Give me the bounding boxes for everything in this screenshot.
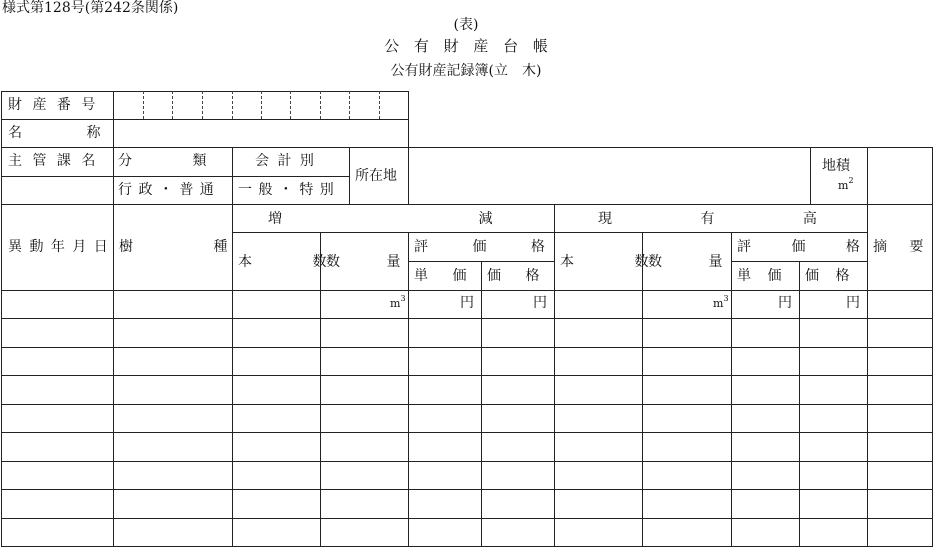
inc-price-label: 価 格 xyxy=(487,268,540,284)
dept-label: 主 管 課 名 xyxy=(8,153,96,169)
cur-price-yen: 円 xyxy=(846,295,860,311)
inc-count-label: 本 数 xyxy=(238,254,327,270)
increase-decrease-label: 増 減 xyxy=(268,211,493,227)
inc-quantity-label: 数 量 xyxy=(326,254,401,270)
classification-label: 分 類 xyxy=(118,153,207,169)
land-area-label: 地積 xyxy=(822,158,850,174)
change-date-label: 異 動 年 月 日 xyxy=(8,239,108,255)
cur-quantity-label: 数 量 xyxy=(648,254,723,270)
form-number: 様式第128号(第242条関係) xyxy=(2,0,179,16)
account-label: 会 計 別 xyxy=(255,153,314,169)
inc-price-yen: 円 xyxy=(533,295,547,311)
species-label: 樹 種 xyxy=(119,239,228,255)
inc-volume-unit: $m^3$ xyxy=(390,294,406,310)
cur-valuation-label: 評 価 格 xyxy=(737,239,860,255)
page-title: 公 有 財 産 台 帳 xyxy=(384,37,548,55)
inc-valuation-label: 評 価 格 xyxy=(414,239,545,255)
inc-unit-price-yen: 円 xyxy=(460,295,474,311)
current-holdings-label: 現 有 高 xyxy=(598,211,817,227)
name-label: 名 称 xyxy=(8,125,101,141)
inc-unit-price-label: 単 価 xyxy=(414,268,467,284)
cur-price-label: 価 格 xyxy=(805,268,850,284)
cur-count-label: 本 数 xyxy=(560,254,649,270)
land-area-unit: $m^2$ xyxy=(838,176,854,192)
location-label: 所在地 xyxy=(355,168,397,184)
cur-unit-price-label: 単 価 xyxy=(737,268,782,284)
header-sub: (表) xyxy=(453,17,479,33)
cur-volume-unit: $m^3$ xyxy=(713,294,729,310)
account-value: 一 般 ・ 特 別 xyxy=(238,182,334,198)
remarks-label: 摘 要 xyxy=(873,239,924,255)
asset-number-label: 財 産 番 号 xyxy=(8,97,96,113)
page-subtitle: 公有財産記録簿(立 木) xyxy=(390,63,542,79)
classification-value: 行 政 ・ 普 通 xyxy=(118,182,214,198)
cur-unit-price-yen: 円 xyxy=(778,295,792,311)
